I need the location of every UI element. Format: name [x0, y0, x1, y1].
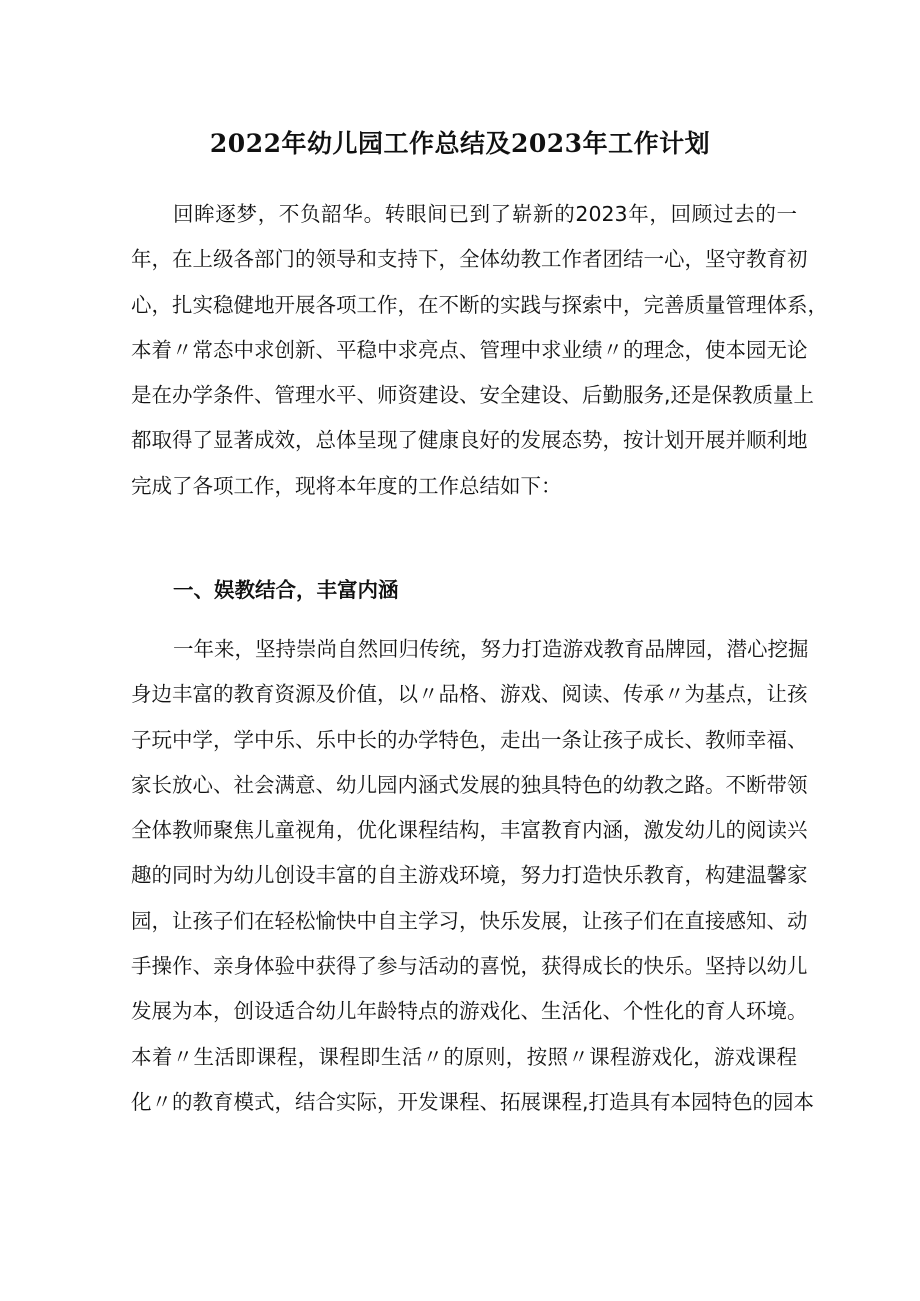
paragraph-line: 完成了各项工作，现将本年度的工作总结如下： [131, 473, 562, 498]
paragraph-line: 发展为本，创设适合幼儿年龄特点的游戏化、生活化、个性化的育人环境。 [131, 999, 808, 1024]
paragraph-line: 年，在上级各部门的领导和支持下，全体幼教工作者团结一心，坚守教育初 [131, 247, 808, 272]
paragraph-line: 家长放心、社会满意、幼儿园内涵式发展的独具特色的幼教之路。不断带领 [131, 772, 808, 797]
paragraph-line: 本着〃常态中求创新、平稳中求亮点、管理中求业绩〃的理念，使本园无论 [131, 337, 808, 362]
paragraph-line: 心，扎实稳健地开展各项工作，在不断的实践与探索中，完善质量管理体系， [131, 292, 828, 317]
section-heading: 一、娱教结合，丰富内涵 [173, 578, 399, 602]
paragraph-line: 化〃的教育模式，结合实际，开发课程、拓展课程,打造具有本园特色的园本 [131, 1089, 815, 1114]
paragraph-line: 子玩中学，学中乐、乐中长的办学特色，走出一条让孩子成长、教师幸福、 [131, 727, 808, 752]
paragraph-line: 一年来，坚持崇尚自然回归传统，努力打造游戏教育品牌园，潜心挖掘 [173, 637, 809, 661]
paragraph-line: 园，让孩子们在轻松愉快中自主学习，快乐发展，让孩子们在直接感知、动 [131, 908, 808, 933]
document-title: 2022年幼儿园工作总结及2023年工作计划 [209, 129, 711, 158]
paragraph-line: 趣的同时为幼儿创设丰富的自主游戏环境，努力打造快乐教育，构建温馨家 [131, 863, 808, 888]
paragraph-line: 身边丰富的教育资源及价值，以〃品格、游戏、阅读、传承〃为基点，让孩 [131, 682, 808, 707]
paragraph-line: 手操作、亲身体验中获得了参与活动的喜悦，获得成长的快乐。坚持以幼儿 [131, 954, 808, 979]
paragraph-line: 本着〃生活即课程，课程即生活〃的原则，按照〃课程游戏化，游戏课程 [131, 1044, 797, 1069]
paragraph-line: 全体教师聚焦儿童视角，优化课程结构，丰富教育内涵，激发幼儿的阅读兴 [131, 818, 808, 843]
section-paragraph [131, 627, 815, 1125]
paragraph-line: 是在办学条件、管理水平、师资建设、安全建设、后勤服务,还是保教质量上 [131, 383, 815, 408]
paragraph-line: 回眸逐梦，不负韶华。转眼间已到了崭新的2023年，回顾过去的一 [173, 202, 797, 226]
intro-paragraph [131, 192, 828, 509]
paragraph-line: 都取得了显著成效，总体呈现了健康良好的发展态势，按计划开展并顺利地 [131, 428, 808, 453]
